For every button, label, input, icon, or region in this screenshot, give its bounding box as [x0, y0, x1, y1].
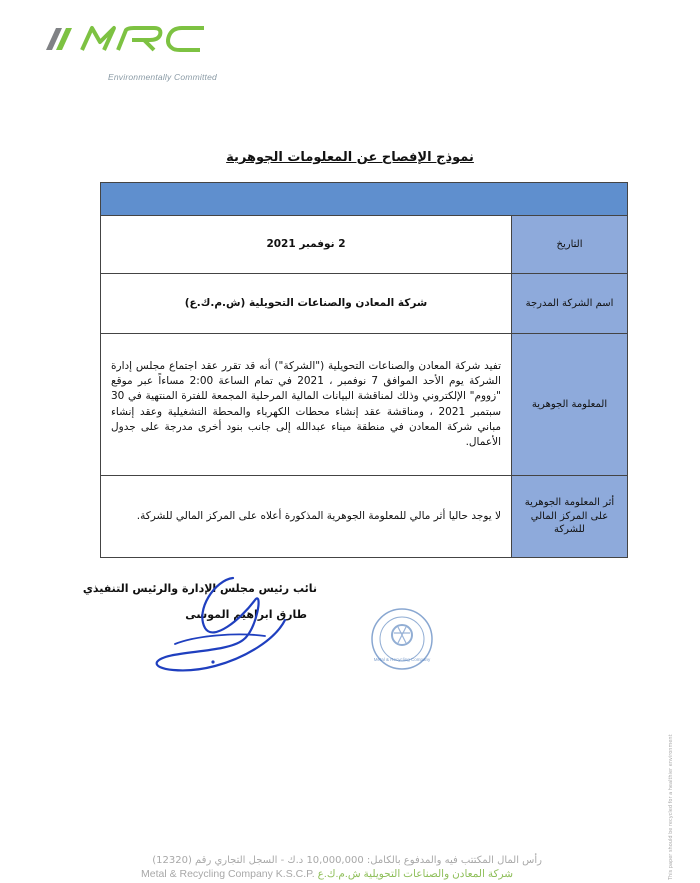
handwritten-signature: [145, 570, 315, 680]
table-header-bar: [101, 183, 628, 216]
logo-tagline: Environmentally Committed: [108, 72, 217, 82]
label-company: اسم الشركة المدرجة: [512, 274, 628, 334]
footer-company-ar: شركة المعادن والصناعات التحويلية ش.م.ك.ع: [317, 868, 514, 880]
value-company: شركة المعادن والصناعات التحويلية (ش.م.ك.ع): [101, 274, 512, 334]
label-financial-impact: أثر المعلومة الجوهرية على المركز المالي للشركة: [512, 476, 628, 558]
value-date: 2 نوفمبر 2021: [101, 216, 512, 274]
footer-company-en: Metal & Recycling Company K.S.C.P.: [141, 868, 315, 880]
signatory-name: طارق ابراهيم الموسى: [185, 608, 307, 621]
signatory-title: نائب رئيس مجلس الإدارة والرئيس التنفيذي: [82, 582, 317, 595]
stamp-text: Metal & Recycling Company: [373, 657, 431, 662]
footer-company-line: [141, 868, 513, 880]
label-date: التاريخ: [512, 216, 628, 274]
footer-capital-line: رأس المال المكتتب فيه والمدفوع بالكامل: 10,000,000 د.ك - السجل التجاري رقم (12320): [152, 855, 542, 866]
recycle-note-text: This paper should be recycled for a healthier environment: [668, 734, 674, 880]
page-title: نموذج الإفصاح عن المعلومات الجوهرية: [226, 150, 474, 165]
label-material-info: المعلومة الجوهرية: [512, 334, 628, 476]
value-material-info: تفيد شركة المعادن والصناعات التحويلية ("الشركة") أنه قد تقرر عقد اجتماع مجلس إدارة الشركة يوم الأحد الموافق 7 نوفمبر ، 2021 في تمام الساعة 2:00 مساءاً عبر موقع "زووم" الإلكتروني وذلك لمناقشة البيانات المالية المرحلية المجمعة للفترة المنتهية في 30 سبتمبر 2021 ، ومناقشة عقد إنشاء محطات الكهرباء والمحطة التشغيلية وعقد إنشاء مباني شركة المعادن في منطقة ميناء عبدالله إلى جانب بنود أخرى مدرجة على جدول الأعمال.: [101, 334, 512, 476]
recycle-note: [668, 730, 678, 880]
company-stamp: [360, 605, 450, 673]
disclosure-table: [100, 182, 628, 558]
value-financial-impact: لا يوجد حاليا أثر مالي للمعلومة الجوهرية المذكورة أعلاه على المركز المالي للشركة.: [101, 476, 512, 558]
